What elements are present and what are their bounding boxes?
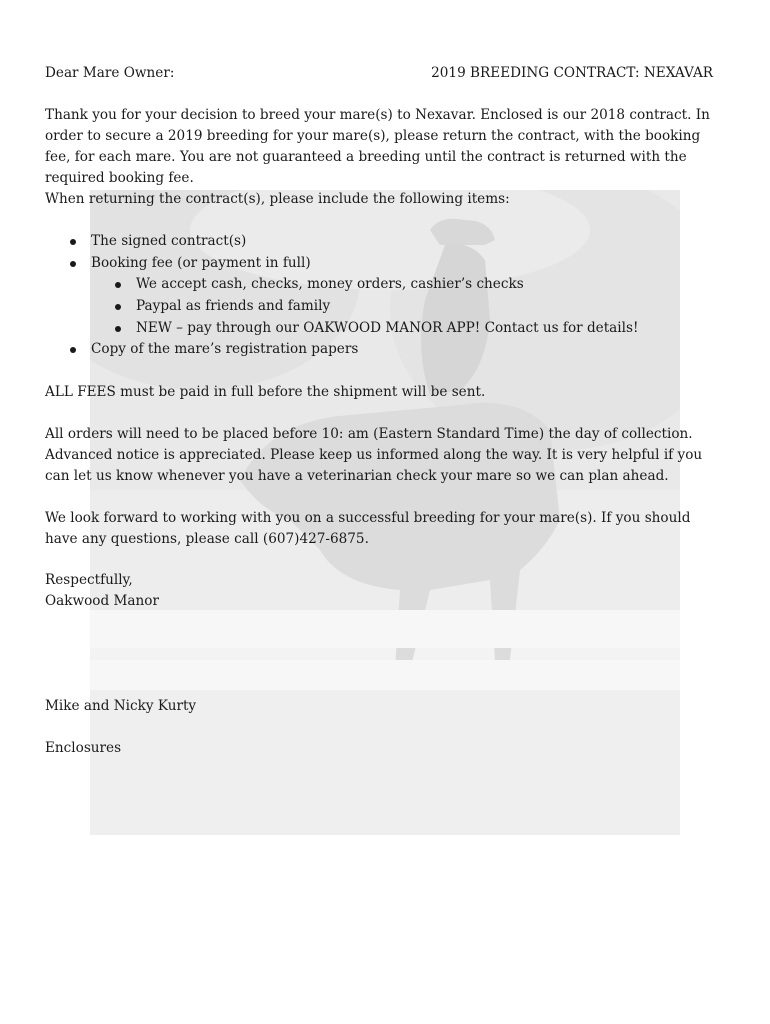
fees-paragraph: ALL FEES must be paid in full before the shipment will be sent. [45, 384, 486, 400]
items-list [45, 231, 717, 361]
signature-name: Mike and Nicky Kurty [45, 698, 197, 714]
salutation: Dear Mare Owner: [45, 65, 175, 81]
list-item: We accept cash, checks, money orders, cashier’s checks [45, 274, 717, 296]
header-row [45, 63, 713, 84]
closing-paragraph: We look forward to working with you on a successful breeding for your mare(s). If you should have any questions, please call (607)427-6875. [45, 510, 691, 547]
enclosures-label: Enclosures [45, 740, 122, 756]
intro-paragraph: Thank you for your decision to breed your mare(s) to Nexavar. Enclosed is our 2018 contract. In order to secure a 2019 breeding for your mare(s), please return the contract, with the booking fee, for each mare. You are not guaranteed a breeding until the contract is returned with the required booking fee. [45, 107, 710, 186]
list-item: Copy of the mare’s registration papers [45, 339, 717, 361]
organization-name: Oakwood Manor [45, 593, 159, 609]
list-item: Booking fee (or payment in full) [45, 253, 717, 275]
contract-title: 2019 BREEDING CONTRACT: NEXAVAR [431, 65, 713, 81]
closing-salutation: Respectfully, [45, 572, 133, 588]
orders-paragraph: All orders will need to be placed before 10: am (Eastern Standard Time) the day of collection. Advanced notice is appreciated. Please keep us informed along the way. It is very helpful if you can let us know whenever you have a veterinarian check your mare so we can plan ahead. [45, 426, 703, 484]
list-item: NEW – pay through our OAKWOOD MANOR APP! Contact us for details! [45, 318, 717, 340]
list-item: The signed contract(s) [45, 231, 717, 253]
items-intro: When returning the contract(s), please include the following items: [45, 191, 510, 207]
list-item: Paypal as friends and family [45, 296, 717, 318]
